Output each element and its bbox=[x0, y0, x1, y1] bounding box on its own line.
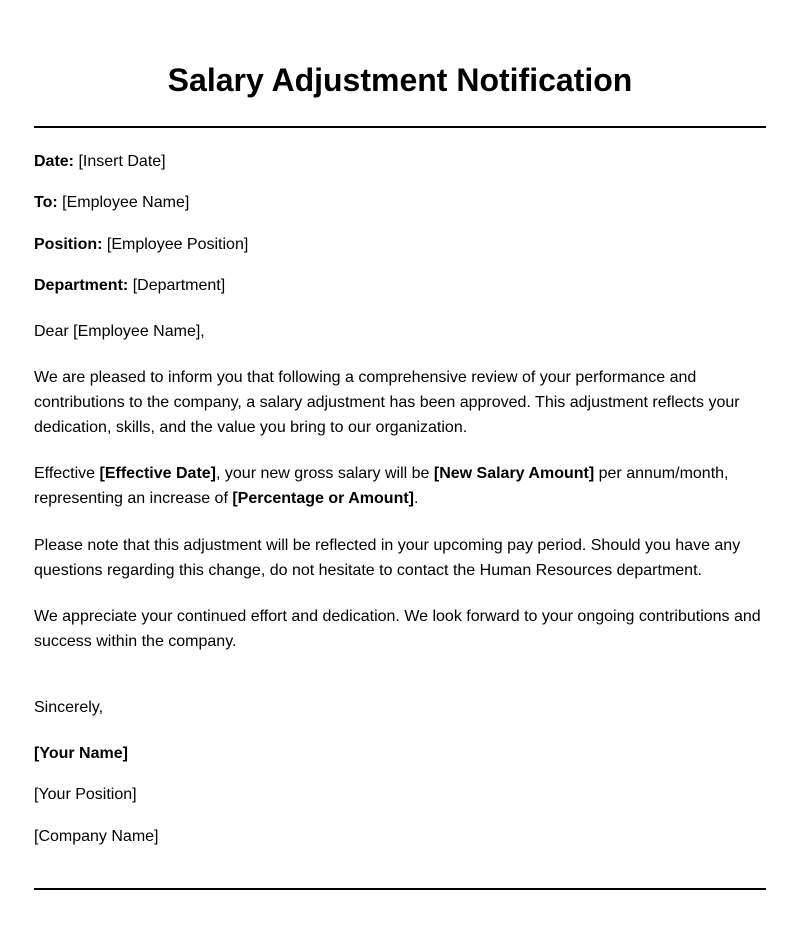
paragraph-salary-details bbox=[34, 461, 766, 511]
date-field bbox=[34, 149, 766, 174]
signature-name bbox=[34, 741, 766, 766]
to-field bbox=[34, 190, 766, 215]
salutation: Dear [Employee Name], bbox=[34, 323, 205, 340]
position-field bbox=[34, 232, 766, 257]
paragraph-appreciation: We appreciate your continued effort and dedication. We look forward to your ongoing contributions and success within the company. bbox=[34, 608, 761, 650]
to-value: [Employee Name] bbox=[62, 194, 190, 211]
closing: Sincerely, bbox=[34, 699, 104, 716]
to-label: To: bbox=[34, 194, 58, 211]
position-value: [Employee Position] bbox=[106, 236, 249, 253]
salary-text-4: . bbox=[414, 490, 419, 507]
department-value: [Department] bbox=[132, 277, 226, 294]
salary-text-2: , your new gross salary will be bbox=[216, 465, 434, 482]
signature-position: [Your Position] bbox=[34, 786, 137, 803]
signature-company: [Company Name] bbox=[34, 828, 159, 845]
effective-date-placeholder: [Effective Date] bbox=[99, 465, 216, 482]
increase-placeholder: [Percentage or Amount] bbox=[232, 490, 414, 507]
date-value: [Insert Date] bbox=[78, 153, 166, 170]
page-title: Salary Adjustment Notification bbox=[167, 62, 633, 98]
department-label: Department: bbox=[34, 277, 129, 294]
salary-text-3: per annum/month, representing an increase of bbox=[34, 465, 729, 507]
bottom-divider bbox=[34, 888, 766, 890]
paragraph-intro: We are pleased to inform you that following a comprehensive review of your performance and contributions to the company, a salary adjustment has been approved. This adjustment reflects your dedication, skills, and the value you bring to our organization. bbox=[34, 369, 740, 436]
top-divider bbox=[34, 126, 766, 128]
salary-text-1: Effective bbox=[34, 465, 100, 482]
signature-name-text: [Your Name] bbox=[34, 745, 128, 762]
new-salary-placeholder: [New Salary Amount] bbox=[433, 465, 595, 482]
position-label: Position: bbox=[34, 236, 103, 253]
date-label: Date: bbox=[34, 153, 75, 170]
paragraph-pay-period: Please note that this adjustment will be reflected in your upcoming pay period. Should you have any questions regarding this change, do not hesitate to contact the Human Resources department. bbox=[34, 537, 741, 579]
department-field bbox=[34, 273, 766, 298]
